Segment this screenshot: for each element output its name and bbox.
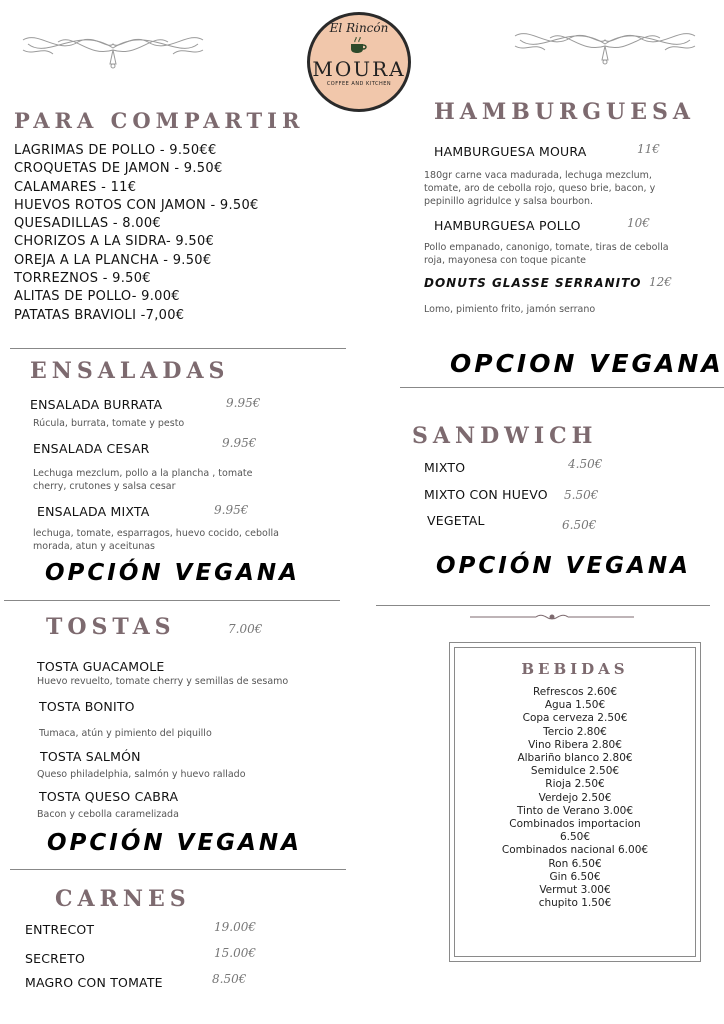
carnes-magro-price: 8.50€ xyxy=(212,972,247,986)
list-item: OREJA A LA PLANCHA - 9.50€ xyxy=(14,252,212,268)
ensalada-mixta-desc: lechuga, tomate, esparragos, huevo cocido, cebolla morada, atun y aceitunas xyxy=(33,528,279,552)
hamburguesa-title: HAMBURGUESA xyxy=(434,99,695,125)
hamburguesa-moura-price: 11€ xyxy=(637,142,660,156)
divider xyxy=(400,387,724,388)
ensalada-cesar-price: 9.95€ xyxy=(222,436,257,450)
ensalada-mixta-price: 9.95€ xyxy=(214,503,249,517)
para-compartir-list xyxy=(14,142,259,325)
list-item: Tinto de Verano 3.00€ xyxy=(516,804,634,817)
sandwich-vegetal-name: VEGETAL xyxy=(427,513,485,528)
ensalada-cesar-name: ENSALADA CESAR xyxy=(33,441,150,456)
list-item: Rioja 2.50€ xyxy=(545,778,605,791)
list-item: Combinados nacional 6.00€ xyxy=(501,844,649,857)
hamburguesa-pollo-price: 10€ xyxy=(627,216,650,230)
ensaladas-vegana: OPCIÓN VEGANA xyxy=(45,560,300,586)
tosta-salmon-desc: Queso philadelphia, salmón y huevo rallado xyxy=(37,769,246,780)
list-item: PATATAS BRAVIOLI -7,00€ xyxy=(14,307,185,323)
list-item: HUEVOS ROTOS CON JAMON - 9.50€ xyxy=(14,197,259,213)
tostas-price: 7.00€ xyxy=(228,622,263,636)
logo-script-text: El Rincón xyxy=(329,21,389,35)
tostas-title: TOSTAS xyxy=(46,614,176,640)
tosta-guacamole-name: TOSTA GUACAMOLE xyxy=(37,659,165,674)
tosta-queso-cabra-name: TOSTA QUESO CABRA xyxy=(39,789,179,804)
carnes-entrecot-name: ENTRECOT xyxy=(25,922,95,937)
divider xyxy=(10,348,346,349)
hamburguesa-pollo-name: HAMBURGUESA POLLO xyxy=(434,218,581,233)
ensalada-burrata-desc: Rúcula, burrata, tomate y pesto xyxy=(33,418,185,429)
divider xyxy=(4,600,340,601)
list-item: LAGRIMAS DE POLLO - 9.50€€ xyxy=(14,143,217,158)
tosta-bonito-name: TOSTA BONITO xyxy=(39,699,135,714)
list-item: Semidulce 2.50€ xyxy=(530,765,620,778)
ensalada-cesar-desc: Lechuga mezclum, pollo a la plancha , tomate cherry, crutones y salsa cesar xyxy=(33,468,253,492)
list-item: TORREZNOS - 9.50€ xyxy=(14,271,151,287)
tostas-vegana: OPCIÓN VEGANA xyxy=(47,830,302,856)
donuts-glasse-serranito-price: 12€ xyxy=(649,275,672,289)
tosta-guacamole-desc: Huevo revuelto, tomate cherry y semillas de sesamo xyxy=(37,676,289,687)
ornament-left xyxy=(18,30,208,70)
tosta-salmon-name: TOSTA SALMÓN xyxy=(40,749,141,764)
bebidas-title: BEBIDAS xyxy=(521,660,629,678)
list-item: 6.50€ xyxy=(559,831,591,844)
hamburguesa-moura-name: HAMBURGUESA MOURA xyxy=(434,144,587,159)
list-item: ALITAS DE POLLO- 9.00€ xyxy=(14,289,180,305)
carnes-magro-name: MAGRO CON TOMATE xyxy=(25,975,163,990)
carnes-title: CARNES xyxy=(55,886,191,912)
carnes-entrecot-price: 19.00€ xyxy=(214,920,256,934)
divider xyxy=(10,869,346,870)
hamburguesa-moura-desc: 180gr carne vaca madurada, lechuga mezclum, tomate, aro de cebolla rojo, queso brie, bacon, y pepinillo agridulce y salsa bourbon. xyxy=(424,170,656,207)
sandwich-title: SANDWICH xyxy=(412,423,598,449)
list-item: Verdejo 2.50€ xyxy=(538,791,612,804)
list-item: CROQUETAS DE JAMON - 9.50€ xyxy=(14,161,223,177)
list-item: QUESADILLAS - 8.00€ xyxy=(14,216,161,232)
list-item: CHORIZOS A LA SIDRA- 9.50€ xyxy=(14,234,215,250)
carnes-secreto-name: SECRETO xyxy=(25,951,86,966)
list-item: Vino Ribera 2.80€ xyxy=(528,738,622,751)
ensalada-mixta-name: ENSALADA MIXTA xyxy=(37,504,150,519)
list-item: chupito 1.50€ xyxy=(538,897,612,910)
list-item: Ron 6.50€ xyxy=(548,857,602,870)
sandwich-vegetal-price: 6.50€ xyxy=(562,518,597,532)
list-item: Albariño blanco 2.80€ xyxy=(517,752,633,765)
tosta-queso-cabra-desc: Bacon y cebolla caramelizada xyxy=(37,809,179,820)
list-item: Combinados importacion xyxy=(509,818,641,831)
bebidas-ornament xyxy=(466,611,638,623)
list-item: Vermut 3.00€ xyxy=(539,884,611,897)
list-item: Agua 1.50€ xyxy=(544,699,606,712)
donuts-glasse-serranito-name: DONUTS GLASSE SERRANITO xyxy=(424,276,642,290)
carnes-secreto-price: 15.00€ xyxy=(214,946,256,960)
list-item: Tercio 2.80€ xyxy=(543,725,607,738)
logo-name: MOURA xyxy=(312,57,406,81)
list-item: CALAMARES - 11€ xyxy=(14,179,137,195)
logo xyxy=(307,12,411,112)
ornament-right xyxy=(510,26,700,66)
sandwich-mixto-price: 4.50€ xyxy=(568,457,603,471)
coffee-cup-icon xyxy=(348,37,370,55)
divider xyxy=(376,605,710,606)
list-item: Copa cerveza 2.50€ xyxy=(522,712,628,725)
bebidas-list xyxy=(454,686,696,910)
donuts-glasse-serranito-desc: Lomo, pimiento frito, jamón serrano xyxy=(424,304,596,315)
logo-tagline: COFFEE AND KITCHEN xyxy=(326,81,392,87)
sandwich-mixto-huevo-name: MIXTO CON HUEVO xyxy=(424,487,548,502)
ensalada-burrata-name: ENSALADA BURRATA xyxy=(30,397,163,412)
list-item: Gin 6.50€ xyxy=(549,870,601,883)
para-compartir-title: PARA COMPARTIR xyxy=(14,108,305,133)
hamburguesa-vegana: OPCION VEGANA xyxy=(450,349,724,378)
tosta-bonito-desc: Tumaca, atún y pimiento del piquillo xyxy=(39,728,212,739)
list-item: Refrescos 2.60€ xyxy=(532,686,618,698)
sandwich-mixto-name: MIXTO xyxy=(424,460,466,475)
sandwich-mixto-huevo-price: 5.50€ xyxy=(564,488,599,502)
ensalada-burrata-price: 9.95€ xyxy=(226,396,261,410)
sandwich-vegana: OPCIÓN VEGANA xyxy=(436,553,691,579)
ensaladas-title: ENSALADAS xyxy=(30,358,230,384)
hamburguesa-pollo-desc: Pollo empanado, canonigo, tomate, tiras de cebolla roja, mayonesa con toque picante xyxy=(424,242,669,266)
